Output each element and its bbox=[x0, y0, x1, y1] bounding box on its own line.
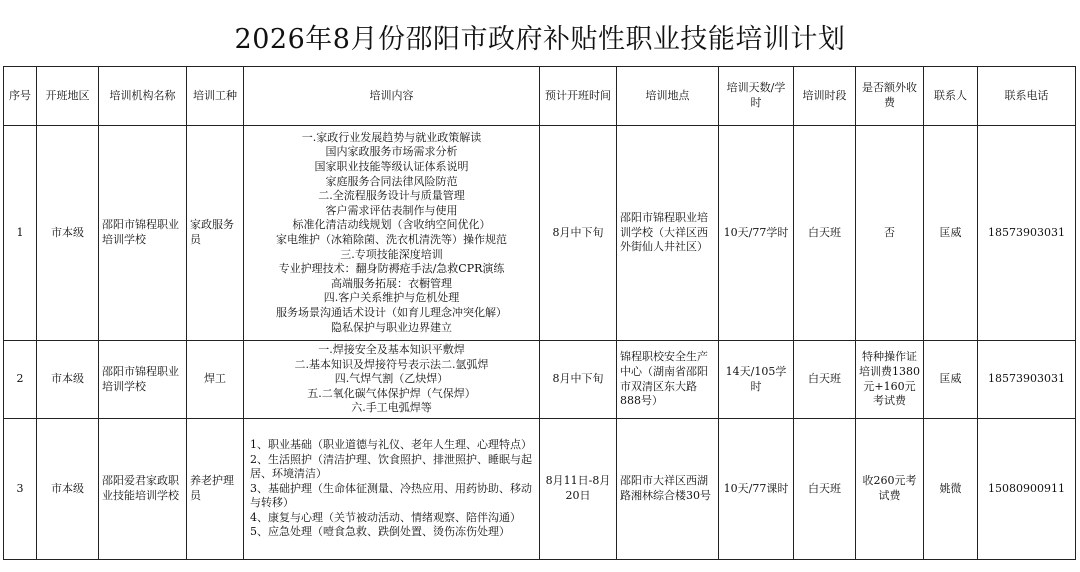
content-line: 5、应急处理（噎食急救、跌倒处置、烫伤冻伤处理） bbox=[250, 525, 510, 539]
content-line: 五.二氧化碳气体保护焊（气保焊） bbox=[307, 386, 476, 400]
table-row bbox=[4, 419, 1076, 560]
cell-period: 白天班 bbox=[794, 126, 856, 341]
cell-org: 邵阳市锦程职业培训学校 bbox=[99, 341, 187, 419]
content-line: 家庭服务合同法律风险防范 bbox=[325, 174, 458, 188]
cell-start: 8月中下旬 bbox=[540, 126, 617, 341]
content-line: 二.全流程服务设计与质量管理 bbox=[318, 189, 465, 203]
cell-org: 邵阳爱君家政职业技能培训学校 bbox=[99, 419, 187, 560]
cell-region: 市本级 bbox=[37, 126, 99, 341]
cell-phone: 15080900911 bbox=[978, 419, 1076, 560]
content-line: 2、生活照护（清洁护理、饮食照护、排泄照护、睡眠与起居、环境清洁） bbox=[250, 452, 532, 481]
header-phone: 联系电话 bbox=[978, 67, 1076, 126]
cell-duration: 14天/105学时 bbox=[719, 341, 794, 419]
content-line: 1、职业基础（职业道德与礼仪、老年人生理、心理特点） bbox=[250, 437, 532, 451]
content-line: 客户需求评估表制作与使用 bbox=[325, 203, 458, 217]
cell-phone: 18573903031 bbox=[978, 126, 1076, 341]
content-line: 国内家政服务市场需求分析 bbox=[325, 145, 458, 159]
cell-no: 1 bbox=[4, 126, 37, 341]
content-line: 四.气焊气割（乙炔焊） bbox=[334, 372, 449, 386]
table-row bbox=[4, 126, 1076, 341]
cell-fee: 收260元考试费 bbox=[856, 419, 924, 560]
header-period: 培训时段 bbox=[794, 67, 856, 126]
header-trade: 培训工种 bbox=[187, 67, 244, 126]
cell-location: 邵阳市锦程职业培训学校（大祥区西外街仙人井社区） bbox=[617, 126, 719, 341]
cell-fee: 否 bbox=[856, 126, 924, 341]
content-line: 服务场景沟通话术设计（如育儿理念冲突化解） bbox=[276, 305, 507, 319]
content-line: 四.客户关系维护与危机处理 bbox=[323, 291, 460, 305]
content-line: 3、基础护理（生命体征测量、冷热应用、用药协助、移动与转移） bbox=[250, 481, 532, 510]
cell-start: 8月11日-8月20日 bbox=[540, 419, 617, 560]
cell-content bbox=[244, 341, 540, 419]
cell-content bbox=[244, 419, 540, 560]
content-line: 高端服务拓展：衣橱管理 bbox=[331, 276, 452, 290]
content-line: 隐私保护与职业边界建立 bbox=[331, 320, 452, 334]
cell-content bbox=[244, 126, 540, 341]
content-line: 4、康复与心理（关节被动活动、情绪观察、陪伴沟通） bbox=[250, 510, 521, 524]
cell-period: 白天班 bbox=[794, 419, 856, 560]
cell-period: 白天班 bbox=[794, 341, 856, 419]
cell-location: 邵阳市大祥区西湖路湘林综合楼30号 bbox=[617, 419, 719, 560]
cell-contact: 姚微 bbox=[924, 419, 978, 560]
content-line: 二.基本知识及焊接符号表示法二.氩弧焊 bbox=[294, 357, 489, 371]
cell-duration: 10天/77课时 bbox=[719, 419, 794, 560]
content-line: 标准化清洁动线规划（含收纳空间优化） bbox=[292, 218, 491, 232]
header-content: 培训内容 bbox=[244, 67, 540, 126]
header-duration: 培训天数/学时 bbox=[719, 67, 794, 126]
content-line: 国家职业技能等级认证体系说明 bbox=[314, 160, 469, 174]
training-plan-table bbox=[3, 66, 1076, 560]
content-line: 一.家政行业发展趋势与就业政策解读 bbox=[301, 130, 482, 144]
content-line: 专业护理技术：翻身防褥疮手法/急救CPR演练 bbox=[278, 262, 505, 276]
cell-region: 市本级 bbox=[37, 341, 99, 419]
header-region: 开班地区 bbox=[37, 67, 99, 126]
cell-fee: 特种操作证培训费1380元+160元考试费 bbox=[856, 341, 924, 419]
header-fee: 是否额外收费 bbox=[856, 67, 924, 126]
page-title: 2026年8月份邵阳市政府补贴性职业技能培训计划 bbox=[234, 24, 846, 55]
cell-location: 锦程职校安全生产中心（湖南省邵阳市双清区东大路888号） bbox=[617, 341, 719, 419]
cell-duration: 10天/77学时 bbox=[719, 126, 794, 341]
cell-start: 8月中下旬 bbox=[540, 341, 617, 419]
content-line: 一.焊接安全及基本知识平敷焊 bbox=[318, 343, 465, 357]
cell-org: 邵阳市锦程职业培训学校 bbox=[99, 126, 187, 341]
header-start: 预计开班时间 bbox=[540, 67, 617, 126]
cell-no: 2 bbox=[4, 341, 37, 419]
header-org: 培训机构名称 bbox=[99, 67, 187, 126]
table-header-row bbox=[4, 67, 1076, 126]
content-line: 六.手工电弧焊等 bbox=[351, 401, 432, 415]
cell-contact: 匡威 bbox=[924, 126, 978, 341]
cell-trade: 焊工 bbox=[187, 341, 244, 419]
content-line: 家电维护（冰箱除菌、洗衣机清洗等）操作规范 bbox=[276, 233, 507, 246]
cell-region: 市本级 bbox=[37, 419, 99, 560]
cell-trade: 家政服务员 bbox=[187, 126, 244, 341]
table-row bbox=[4, 341, 1076, 419]
header-location: 培训地点 bbox=[617, 67, 719, 126]
cell-trade: 养老护理员 bbox=[187, 419, 244, 560]
content-line: 三.专项技能深度培训 bbox=[340, 247, 443, 261]
header-contact: 联系人 bbox=[924, 67, 978, 126]
cell-contact: 匡威 bbox=[924, 341, 978, 419]
cell-no: 3 bbox=[4, 419, 37, 560]
header-no: 序号 bbox=[4, 67, 37, 126]
cell-phone: 18573903031 bbox=[978, 341, 1076, 419]
